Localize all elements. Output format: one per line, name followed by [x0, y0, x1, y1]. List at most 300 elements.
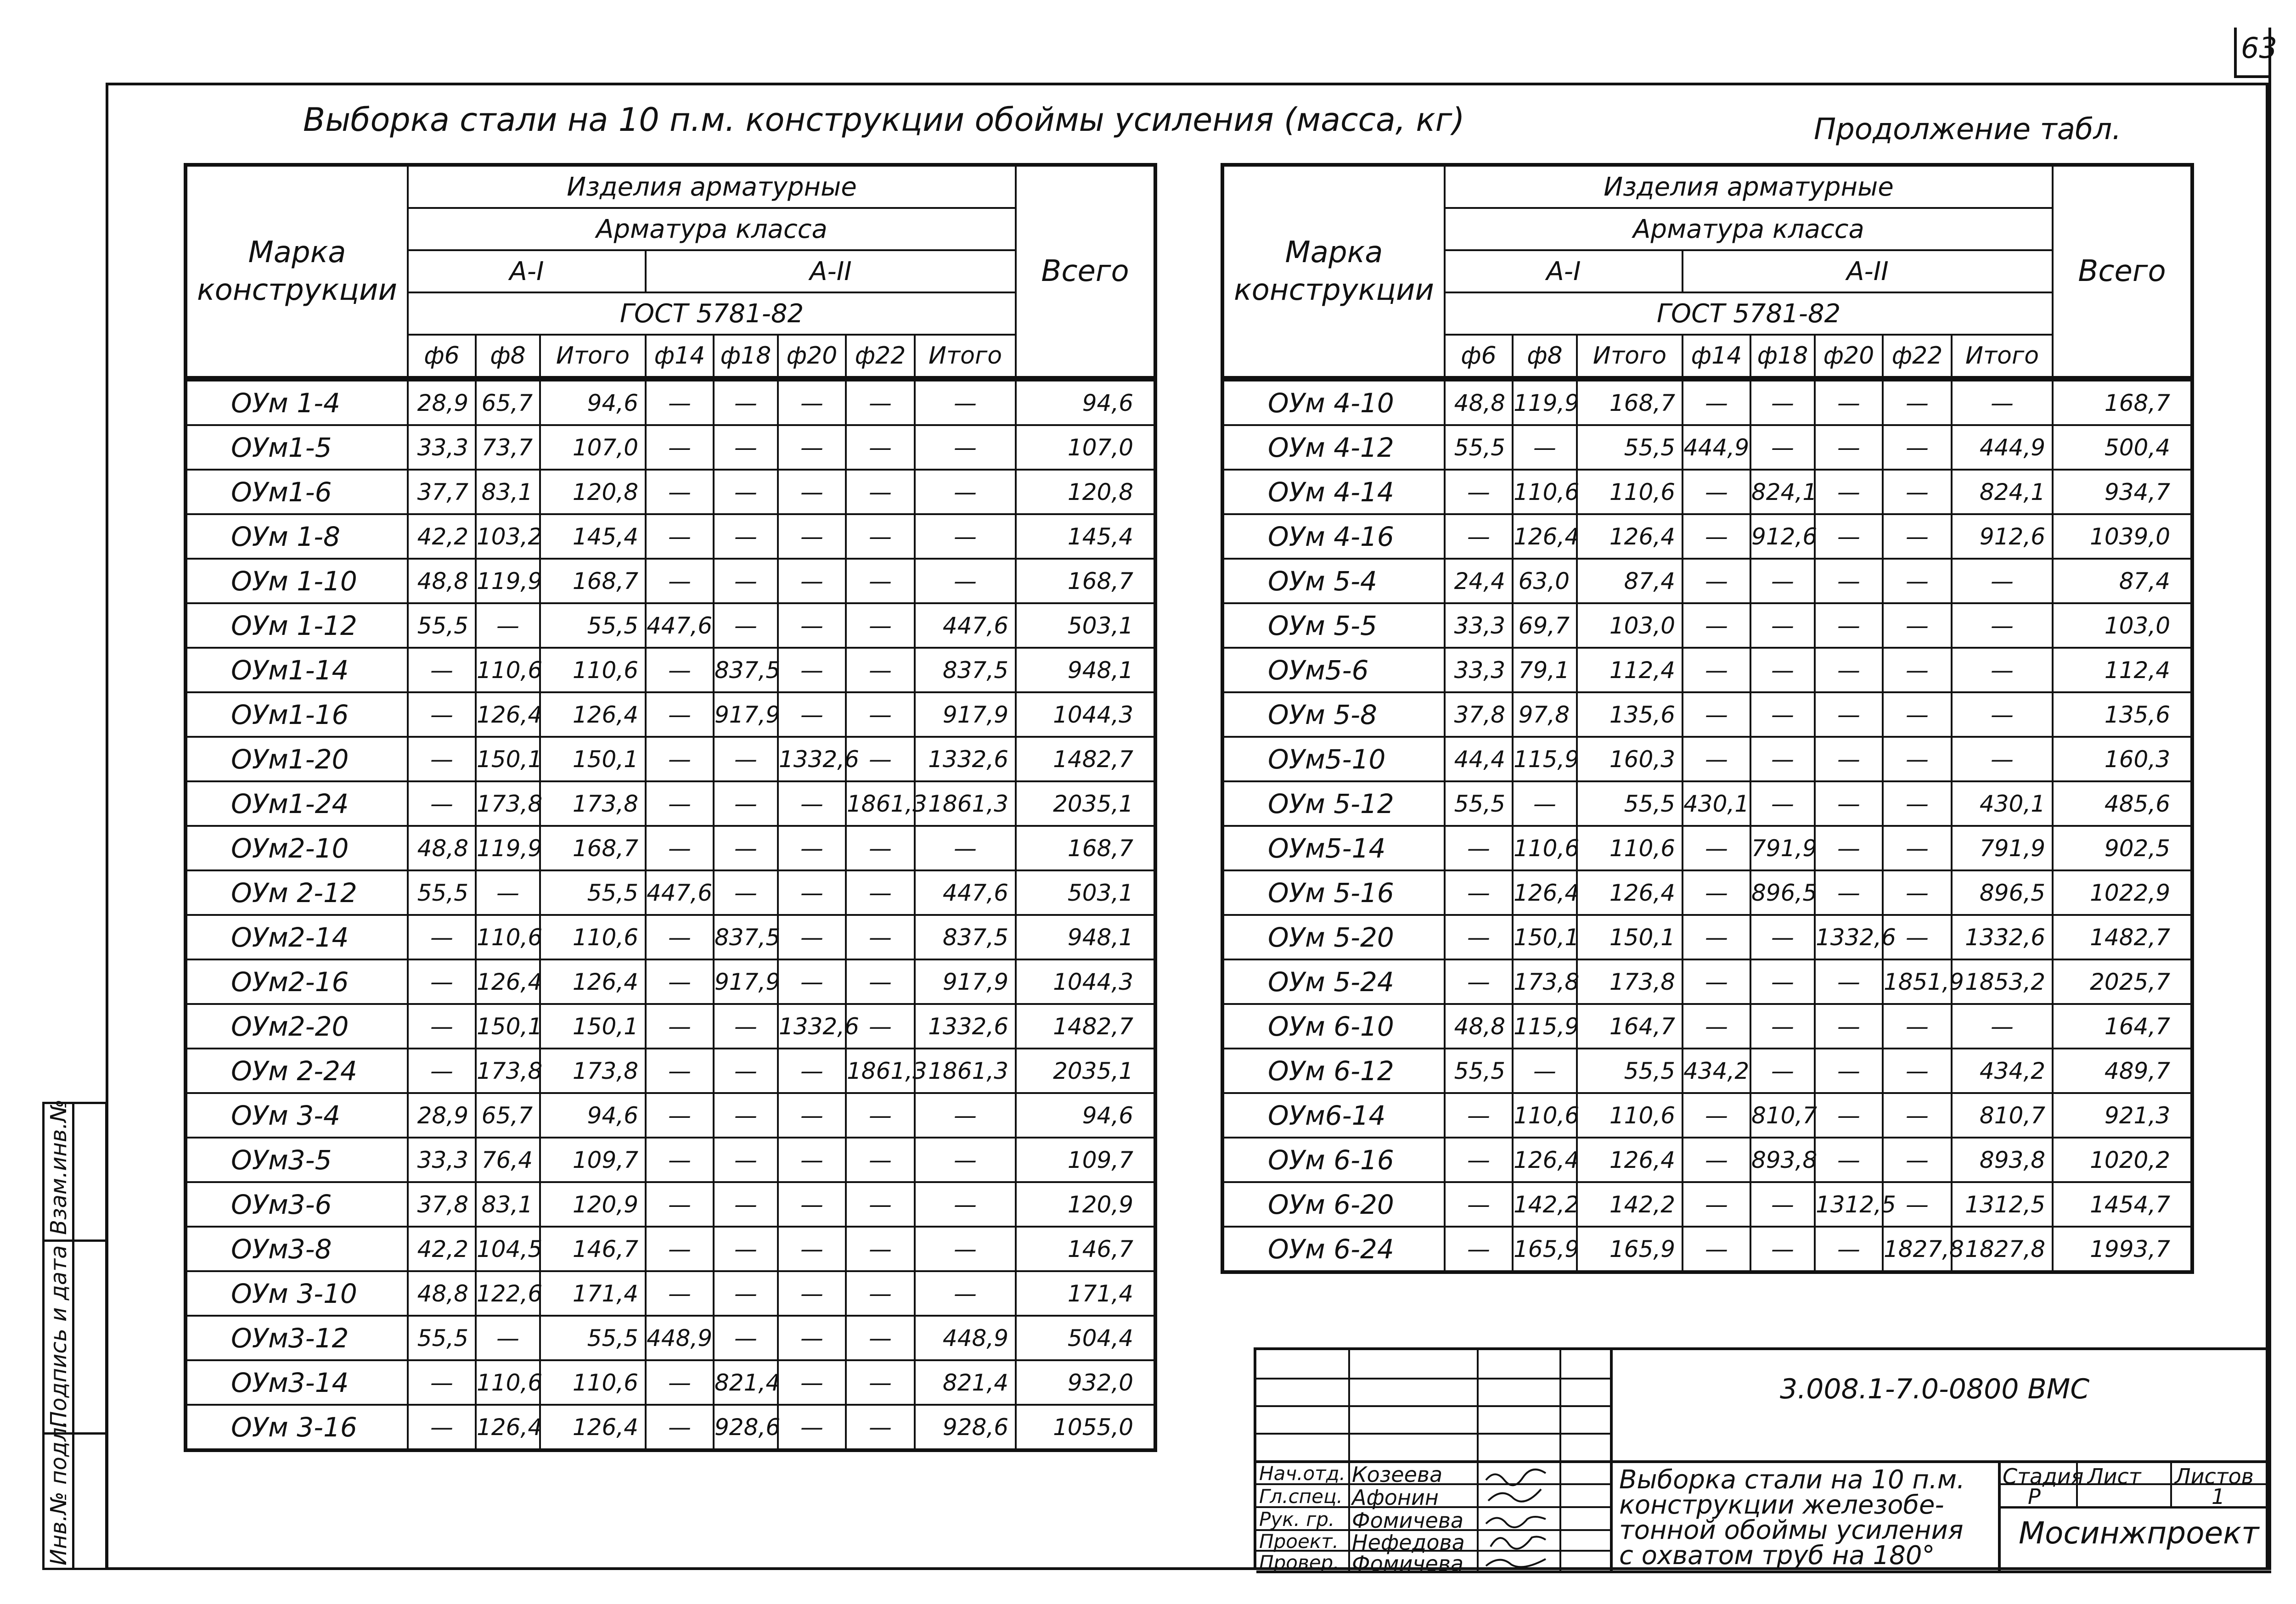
mass-cell: 150,1	[540, 737, 646, 781]
mass-cell: —	[1683, 737, 1750, 781]
mass-cell: —	[915, 1138, 1016, 1182]
row-total: 1993,7	[2053, 1227, 2192, 1272]
role-checker: Провер.	[1259, 1551, 1339, 1574]
row-total: 503,1	[1016, 603, 1155, 648]
mass-cell: —	[778, 826, 846, 870]
mass-cell: —	[1883, 379, 1952, 425]
construction-mark: ОУм3-14	[186, 1360, 408, 1405]
mass-cell: 912,6	[1952, 514, 2053, 559]
organization: Мосинжпроект	[2019, 1515, 2259, 1551]
mass-cell: 896,5	[1952, 870, 2053, 915]
mass-cell: 837,5	[915, 648, 1016, 692]
mass-cell: 1332,6	[915, 737, 1016, 781]
mass-cell: 1332,6	[915, 1004, 1016, 1049]
row-total: 500,4	[2053, 425, 2192, 470]
mass-cell: 145,4	[540, 514, 646, 559]
mass-cell: —	[1750, 737, 1815, 781]
table-row	[186, 603, 1155, 648]
construction-mark: ОУм2-16	[186, 959, 408, 1004]
row-total: 168,7	[1016, 826, 1155, 870]
mass-cell: —	[915, 425, 1016, 470]
row-total: 2035,1	[1016, 1049, 1155, 1093]
mass-cell: —	[1883, 737, 1952, 781]
mass-cell: —	[1445, 1227, 1513, 1272]
mass-cell: —	[778, 1049, 846, 1093]
desc-line-4: с охватом труб на 180°	[1619, 1541, 1935, 1570]
mass-cell: —	[1445, 1182, 1513, 1227]
mass-cell: 119,9	[476, 826, 540, 870]
mass-cell: —	[646, 648, 714, 692]
mass-cell: 150,1	[1513, 915, 1577, 959]
mass-cell: —	[1750, 1004, 1815, 1049]
mass-cell: 110,6	[1577, 470, 1683, 514]
mass-cell: 150,1	[476, 1004, 540, 1049]
mass-cell: —	[408, 1360, 476, 1405]
col-d22: ф22	[1883, 335, 1952, 379]
construction-mark: ОУм1-20	[186, 737, 408, 781]
mass-cell: 821,4	[915, 1360, 1016, 1405]
mass-cell: 24,4	[1445, 559, 1513, 603]
row-total: 1482,7	[1016, 1004, 1155, 1049]
table-row	[1222, 1004, 2192, 1049]
mass-cell: —	[714, 1271, 778, 1316]
mass-cell: —	[646, 1405, 714, 1450]
mass-cell: —	[1750, 781, 1815, 826]
mass-cell: 893,8	[1952, 1138, 2053, 1182]
mass-cell: 126,4	[1577, 870, 1683, 915]
mass-cell: 120,8	[540, 470, 646, 514]
mass-cell: 448,9	[646, 1316, 714, 1360]
table-row	[186, 1093, 1155, 1138]
mass-cell: —	[846, 692, 915, 737]
col-subtotal-2: Итого	[915, 335, 1016, 379]
mass-cell: —	[1750, 559, 1815, 603]
mass-cell: —	[714, 1049, 778, 1093]
mass-cell: —	[646, 425, 714, 470]
construction-mark: ОУм 1-8	[186, 514, 408, 559]
mass-cell: —	[846, 1182, 915, 1227]
construction-mark: ОУм 2-24	[186, 1049, 408, 1093]
mass-cell: 1851,9	[1883, 959, 1952, 1004]
mass-cell: 87,4	[1577, 559, 1683, 603]
mass-cell: 142,2	[1513, 1182, 1577, 1227]
mass-cell: 126,4	[1513, 514, 1577, 559]
table-row	[1222, 692, 2192, 737]
table-row	[186, 1405, 1155, 1450]
col-d20: ф20	[778, 335, 846, 379]
table-row	[186, 379, 1155, 425]
role-group-lead: Рук. гр.	[1259, 1508, 1335, 1531]
table-row	[186, 1271, 1155, 1316]
mass-cell: 33,3	[408, 425, 476, 470]
mass-cell: —	[714, 826, 778, 870]
mass-cell: —	[1815, 781, 1883, 826]
mass-cell: —	[915, 514, 1016, 559]
row-total: 1044,3	[1016, 959, 1155, 1004]
mass-cell: 126,4	[476, 1405, 540, 1450]
mass-cell: —	[714, 1182, 778, 1227]
mass-cell: —	[1815, 1049, 1883, 1093]
mass-cell: —	[778, 870, 846, 915]
mass-cell: —	[778, 1093, 846, 1138]
row-total: 1020,2	[2053, 1138, 2192, 1182]
header-rebar-class: Арматура класса	[408, 208, 1016, 250]
construction-mark: ОУм 1-4	[186, 379, 408, 425]
row-total: 109,7	[1016, 1138, 1155, 1182]
mass-cell: 917,9	[714, 692, 778, 737]
row-total: 1454,7	[2053, 1182, 2192, 1227]
construction-mark: ОУм 5-24	[1222, 959, 1445, 1004]
desc-line-1: Выборка стали на 10 п.м.	[1619, 1465, 1965, 1495]
construction-mark: ОУм 6-20	[1222, 1182, 1445, 1227]
col-d6: ф6	[1445, 335, 1513, 379]
table-title: Выборка стали на 10 п.м. конструкции обоймы усиления (масса, кг)	[303, 101, 1465, 139]
header-total: Всего	[1016, 165, 1155, 379]
mass-cell: 55,5	[1445, 1049, 1513, 1093]
table-row	[186, 692, 1155, 737]
mass-cell: 119,9	[1513, 379, 1577, 425]
mass-cell: 79,1	[1513, 648, 1577, 692]
mass-cell: —	[1952, 559, 2053, 603]
construction-mark: ОУм1-16	[186, 692, 408, 737]
construction-mark: ОУм2-20	[186, 1004, 408, 1049]
mass-cell: —	[646, 1182, 714, 1227]
mass-cell: —	[714, 1093, 778, 1138]
mass-cell: 837,5	[714, 648, 778, 692]
mass-cell: —	[846, 425, 915, 470]
mass-cell: —	[714, 1316, 778, 1360]
mass-cell: 791,9	[1750, 826, 1815, 870]
mass-cell: 110,6	[476, 915, 540, 959]
mass-cell: —	[778, 559, 846, 603]
page-number: 63	[2241, 31, 2277, 65]
mass-cell: 810,7	[1750, 1093, 1815, 1138]
mass-cell: —	[1883, 692, 1952, 737]
mass-cell: —	[1445, 870, 1513, 915]
col-d18: ф18	[1750, 335, 1815, 379]
mass-cell: —	[1952, 692, 2053, 737]
mass-cell: —	[1883, 1138, 1952, 1182]
row-total: 103,0	[2053, 603, 2192, 648]
mass-cell: 110,6	[540, 915, 646, 959]
mass-cell: 150,1	[1577, 915, 1683, 959]
table-row	[186, 559, 1155, 603]
mass-cell: —	[646, 959, 714, 1004]
mass-cell: 73,7	[476, 425, 540, 470]
mass-cell: —	[846, 1271, 915, 1316]
mass-cell: —	[1883, 870, 1952, 915]
side-inv-orig: Инв.№ подл.	[46, 1420, 72, 1565]
construction-mark: ОУм 6-12	[1222, 1049, 1445, 1093]
mass-cell: 1312,5	[1815, 1182, 1883, 1227]
mass-cell: —	[846, 1405, 915, 1450]
row-total: 94,6	[1016, 1093, 1155, 1138]
mass-cell: —	[408, 648, 476, 692]
mass-cell: —	[1683, 826, 1750, 870]
mass-cell: 1312,5	[1952, 1182, 2053, 1227]
row-total: 1044,3	[1016, 692, 1155, 737]
mass-cell: 94,6	[540, 1093, 646, 1138]
mass-cell: —	[915, 826, 1016, 870]
name-head: Козеева	[1352, 1462, 1443, 1487]
mass-cell: —	[646, 1360, 714, 1405]
mass-cell: 896,5	[1750, 870, 1815, 915]
row-total: 120,9	[1016, 1182, 1155, 1227]
role-designer: Проект.	[1259, 1530, 1339, 1553]
construction-mark: ОУм 6-16	[1222, 1138, 1445, 1182]
mass-cell: 434,2	[1683, 1049, 1750, 1093]
col-subtotal-1: Итого	[540, 335, 646, 379]
construction-mark: ОУм5-6	[1222, 648, 1445, 692]
mass-cell: —	[1683, 1004, 1750, 1049]
col-d14: ф14	[1683, 335, 1750, 379]
mass-cell: 48,8	[408, 826, 476, 870]
stage-label: Стадия	[2003, 1464, 2084, 1489]
table-row	[186, 1182, 1155, 1227]
mass-cell: 434,2	[1952, 1049, 2053, 1093]
mass-cell: —	[1815, 470, 1883, 514]
mass-cell: —	[1883, 1182, 1952, 1227]
mass-cell: —	[1815, 737, 1883, 781]
mass-cell: 55,5	[540, 870, 646, 915]
mass-cell: —	[1683, 1182, 1750, 1227]
mass-cell: —	[1683, 514, 1750, 559]
mass-cell: —	[646, 1093, 714, 1138]
col-d20: ф20	[1815, 335, 1883, 379]
mass-cell: —	[1750, 425, 1815, 470]
mass-cell: 447,6	[915, 603, 1016, 648]
mass-cell: 48,8	[1445, 379, 1513, 425]
mass-cell: 928,6	[714, 1405, 778, 1450]
mass-cell: 37,8	[408, 1182, 476, 1227]
mass-cell: —	[915, 470, 1016, 514]
mass-cell: 104,5	[476, 1227, 540, 1271]
table-row	[1222, 1227, 2192, 1272]
mass-cell: —	[1815, 1227, 1883, 1272]
name-designer: Нефедова	[1352, 1530, 1465, 1555]
mass-cell: —	[1750, 1049, 1815, 1093]
row-total: 164,7	[2053, 1004, 2192, 1049]
table-row	[1222, 648, 2192, 692]
side-replace-inv: Взам.инв.№	[46, 1099, 72, 1235]
table-row	[1222, 514, 2192, 559]
mass-cell: —	[646, 826, 714, 870]
mass-cell: 55,5	[540, 603, 646, 648]
row-total: 1039,0	[2053, 514, 2192, 559]
header-products: Изделия арматурные	[1445, 165, 2053, 208]
mass-cell: —	[778, 1360, 846, 1405]
header-total: Всего	[2053, 165, 2192, 379]
mass-cell: 444,9	[1952, 425, 2053, 470]
mass-cell: 893,8	[1750, 1138, 1815, 1182]
mass-cell: —	[714, 737, 778, 781]
mass-cell: 112,4	[1577, 648, 1683, 692]
mass-cell: —	[714, 1138, 778, 1182]
title-block	[1254, 1347, 2268, 1576]
construction-mark: ОУм 5-12	[1222, 781, 1445, 826]
mass-cell: —	[1952, 737, 2053, 781]
mass-cell: —	[1815, 826, 1883, 870]
mass-cell: 65,7	[476, 1093, 540, 1138]
mass-cell: —	[714, 1004, 778, 1049]
mass-cell: —	[1883, 514, 1952, 559]
mass-cell: 1861,3	[846, 1049, 915, 1093]
row-total: 168,7	[2053, 379, 2192, 425]
mass-cell: —	[846, 648, 915, 692]
table-row	[1222, 603, 2192, 648]
mass-cell: —	[1750, 1227, 1815, 1272]
mass-cell: —	[1883, 425, 1952, 470]
mass-cell: —	[646, 559, 714, 603]
mass-cell: 55,5	[1577, 781, 1683, 826]
mass-cell: 110,6	[1513, 826, 1577, 870]
mass-cell: 917,9	[714, 959, 778, 1004]
mass-cell: 142,2	[1577, 1182, 1683, 1227]
mass-cell: —	[714, 470, 778, 514]
mass-cell: —	[646, 514, 714, 559]
construction-mark: ОУм 4-12	[1222, 425, 1445, 470]
mass-cell: 83,1	[476, 1182, 540, 1227]
mass-cell: —	[1445, 514, 1513, 559]
mass-cell: 37,7	[408, 470, 476, 514]
mass-cell: —	[846, 379, 915, 425]
mass-cell: —	[1445, 959, 1513, 1004]
mass-cell: —	[1750, 648, 1815, 692]
mass-cell: —	[778, 781, 846, 826]
construction-mark: ОУм2-10	[186, 826, 408, 870]
mass-cell: 917,9	[915, 959, 1016, 1004]
row-total: 1022,9	[2053, 870, 2192, 915]
mass-cell: —	[646, 1138, 714, 1182]
mass-cell: —	[714, 1227, 778, 1271]
mass-cell: —	[1815, 514, 1883, 559]
mass-cell: —	[1883, 1049, 1952, 1093]
mass-cell: 115,9	[1513, 737, 1577, 781]
mass-cell: 109,7	[540, 1138, 646, 1182]
mass-cell: 1853,2	[1952, 959, 2053, 1004]
row-total: 1482,7	[1016, 737, 1155, 781]
mass-cell: 33,3	[408, 1138, 476, 1182]
mass-cell: 42,2	[408, 1227, 476, 1271]
mass-cell: 1332,6	[1952, 915, 2053, 959]
mass-cell: —	[778, 470, 846, 514]
mass-cell: 810,7	[1952, 1093, 2053, 1138]
mass-cell: 837,5	[915, 915, 1016, 959]
mass-cell: 173,8	[1513, 959, 1577, 1004]
mass-cell: —	[1815, 1004, 1883, 1049]
mass-cell: —	[408, 1004, 476, 1049]
mass-cell: 1332,6	[778, 1004, 846, 1049]
mass-cell: —	[476, 870, 540, 915]
mass-cell: 55,5	[408, 1316, 476, 1360]
mass-cell: 448,9	[915, 1316, 1016, 1360]
table-row	[1222, 826, 2192, 870]
mass-cell: —	[1883, 470, 1952, 514]
mass-cell: 55,5	[1577, 1049, 1683, 1093]
table-row	[1222, 470, 2192, 514]
mass-cell: 1861,3	[915, 781, 1016, 826]
mass-cell: —	[714, 870, 778, 915]
mass-cell: 119,9	[476, 559, 540, 603]
construction-mark: ОУм1-6	[186, 470, 408, 514]
mass-cell: —	[778, 1271, 846, 1316]
mass-cell: —	[915, 1093, 1016, 1138]
mass-cell: —	[1750, 379, 1815, 425]
table-row	[186, 1316, 1155, 1360]
mass-cell: 168,7	[540, 826, 646, 870]
construction-mark: ОУм5-10	[1222, 737, 1445, 781]
mass-cell: —	[915, 1182, 1016, 1227]
row-total: 1482,7	[2053, 915, 2192, 959]
construction-mark: ОУм 3-10	[186, 1271, 408, 1316]
table-row	[186, 470, 1155, 514]
col-d14: ф14	[646, 335, 714, 379]
sheet-label: Лист	[2088, 1464, 2141, 1489]
mass-cell: 110,6	[476, 648, 540, 692]
table-row	[1222, 915, 2192, 959]
mass-cell: —	[1513, 1049, 1577, 1093]
table-row	[186, 870, 1155, 915]
col-d8: ф8	[1513, 335, 1577, 379]
mass-cell: 1827,8	[1952, 1227, 2053, 1272]
row-total: 112,4	[2053, 648, 2192, 692]
name-group-lead: Фомичева	[1352, 1508, 1464, 1533]
mass-cell: 135,6	[1577, 692, 1683, 737]
header-mark: Марка конструкции	[1222, 165, 1445, 379]
mass-cell: —	[1883, 603, 1952, 648]
mass-cell: 55,5	[540, 1316, 646, 1360]
table-row	[186, 959, 1155, 1004]
mass-cell: —	[1445, 470, 1513, 514]
mass-cell: —	[778, 1138, 846, 1182]
mass-cell: —	[476, 603, 540, 648]
mass-cell: —	[408, 1405, 476, 1450]
construction-mark: ОУм 5-5	[1222, 603, 1445, 648]
mass-cell: 1861,3	[846, 781, 915, 826]
table-row	[1222, 781, 2192, 826]
header-products: Изделия арматурные	[408, 165, 1016, 208]
mass-cell: —	[1683, 1227, 1750, 1272]
mass-cell: 83,1	[476, 470, 540, 514]
signatures	[1481, 1464, 1555, 1570]
row-total: 503,1	[1016, 870, 1155, 915]
mass-cell: —	[646, 781, 714, 826]
right-border	[2268, 28, 2271, 1570]
mass-cell: —	[714, 514, 778, 559]
row-total: 948,1	[1016, 648, 1155, 692]
row-total: 485,6	[2053, 781, 2192, 826]
mass-cell: —	[714, 379, 778, 425]
construction-mark: ОУм 2-12	[186, 870, 408, 915]
mass-cell: 791,9	[1952, 826, 2053, 870]
mass-cell: 168,7	[1577, 379, 1683, 425]
mass-cell: 447,6	[646, 870, 714, 915]
mass-cell: —	[1883, 648, 1952, 692]
mass-cell: 126,4	[1513, 1138, 1577, 1182]
mass-cell: 42,2	[408, 514, 476, 559]
role-head: Нач.отд.	[1259, 1462, 1346, 1485]
mass-cell: 164,7	[1577, 1004, 1683, 1049]
mass-cell: 837,5	[714, 915, 778, 959]
table-row	[186, 1138, 1155, 1182]
mass-cell: 173,8	[476, 781, 540, 826]
construction-mark: ОУм 5-20	[1222, 915, 1445, 959]
header-gost: ГОСТ 5781-82	[1445, 292, 2053, 335]
construction-mark: ОУм6-14	[1222, 1093, 1445, 1138]
mass-cell: —	[646, 1049, 714, 1093]
sheets-value: 1	[2212, 1484, 2225, 1509]
construction-mark: ОУм3-8	[186, 1227, 408, 1271]
